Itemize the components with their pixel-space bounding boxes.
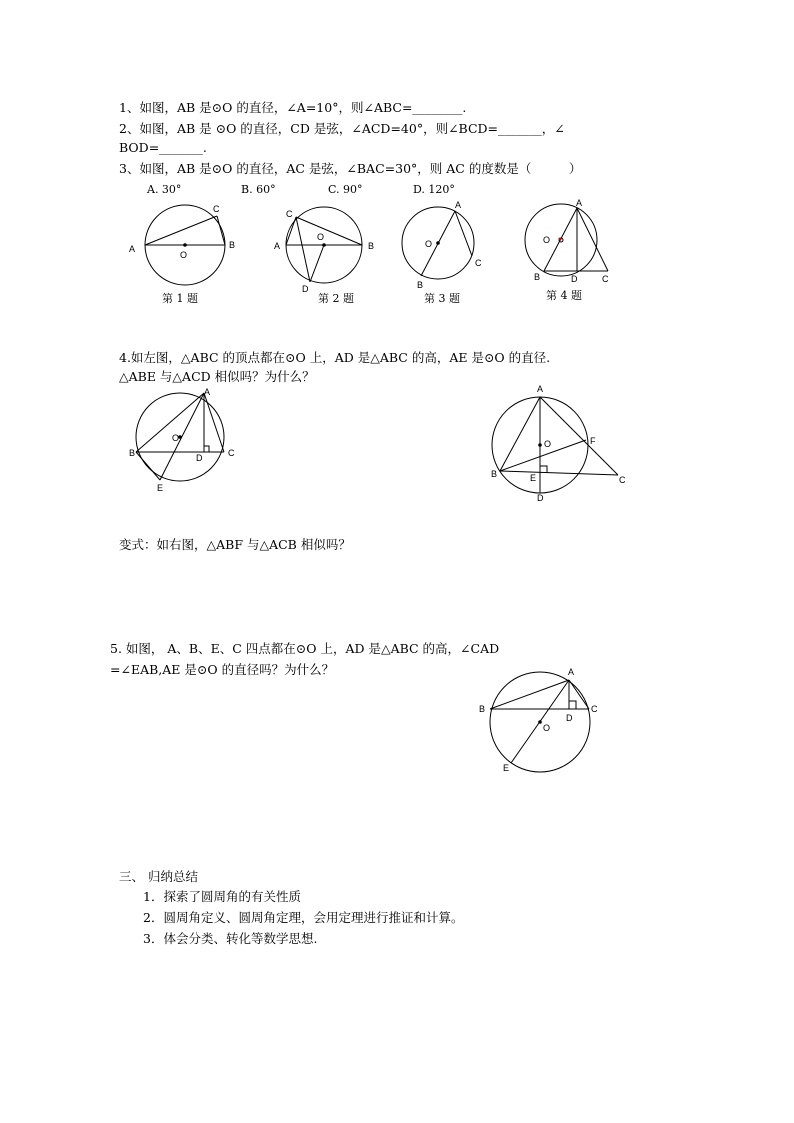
svg-text:O: O bbox=[172, 433, 180, 443]
question-5-line-1: 5. 如图， A、B、E、C 四点都在⊙O 上，AD 是△ABC 的高，∠CAD bbox=[110, 641, 500, 656]
option-a: A. 30° bbox=[147, 183, 182, 196]
variant-question: 变式：如右图，△ABF 与△ACB 相似吗？ bbox=[119, 537, 351, 552]
summary-item-2: 2．圆周角定义、圆周角定理，会用定理进行推证和计算。 bbox=[143, 910, 464, 925]
svg-text:E: E bbox=[503, 763, 510, 773]
svg-text:B: B bbox=[368, 241, 375, 251]
svg-text:O: O bbox=[543, 235, 551, 245]
svg-text:C: C bbox=[602, 274, 609, 284]
svg-text:C: C bbox=[475, 258, 482, 268]
svg-text:B: B bbox=[491, 469, 498, 479]
svg-text:D: D bbox=[196, 453, 203, 463]
caption-4: 第 4 题 bbox=[546, 289, 582, 302]
svg-text:A: A bbox=[568, 667, 575, 677]
svg-text:B: B bbox=[534, 272, 541, 282]
svg-text:C: C bbox=[286, 209, 293, 219]
question-1: 1、如图，AB 是⊙O 的直径，∠A=10°，则∠ABC=________. bbox=[119, 100, 467, 115]
option-b: B. 60° bbox=[241, 183, 276, 196]
svg-text:A: A bbox=[455, 200, 462, 210]
figure-q3 bbox=[395, 200, 495, 290]
svg-text:A: A bbox=[537, 384, 544, 394]
svg-text:O: O bbox=[543, 723, 551, 733]
svg-text:A: A bbox=[274, 241, 281, 251]
svg-text:O: O bbox=[425, 239, 433, 249]
figure-q4-left bbox=[125, 385, 250, 495]
figure-q4-small bbox=[520, 198, 620, 288]
svg-text:C: C bbox=[619, 475, 626, 485]
svg-text:O: O bbox=[317, 232, 325, 242]
svg-text:D: D bbox=[571, 274, 578, 284]
svg-text:D: D bbox=[566, 713, 573, 723]
figure-q2 bbox=[272, 200, 392, 295]
question-2-line-2: BOD=_______. bbox=[119, 140, 207, 155]
question-5-line-2: =∠EAB,AE 是⊙O 的直径吗？为什么？ bbox=[110, 662, 335, 677]
option-c: C. 90° bbox=[328, 183, 363, 196]
svg-text:O: O bbox=[180, 250, 188, 260]
svg-text:D: D bbox=[302, 284, 309, 294]
svg-text:A: A bbox=[129, 244, 136, 254]
summary-item-3: 3．体会分类、转化等数学思想. bbox=[143, 931, 318, 946]
caption-2: 第 2 题 bbox=[318, 292, 354, 305]
svg-text:C: C bbox=[213, 204, 220, 214]
figure-q1 bbox=[125, 200, 245, 290]
svg-text:O: O bbox=[544, 439, 552, 449]
svg-text:D: D bbox=[537, 493, 544, 503]
option-d: D. 120° bbox=[413, 183, 455, 196]
svg-text:A: A bbox=[204, 387, 211, 397]
svg-text:B: B bbox=[229, 240, 236, 250]
question-2-line-1: 2、如图，AB 是 ⊙O 的直径，CD 是弦，∠ACD=40°，则∠BCD=_______，∠ bbox=[119, 121, 565, 136]
svg-text:F: F bbox=[590, 436, 596, 446]
summary-title: 三、 归纳总结 bbox=[119, 869, 198, 884]
summary-item-1: 1．探索了圆周角的有关性质 bbox=[143, 889, 301, 904]
question-4-line-2: △ABE 与△ACD 相似吗？为什么？ bbox=[119, 369, 315, 384]
figure-q5 bbox=[475, 665, 610, 780]
svg-text:C: C bbox=[591, 704, 598, 714]
svg-text:A: A bbox=[576, 198, 583, 208]
svg-text:B: B bbox=[417, 280, 424, 290]
svg-text:E: E bbox=[157, 483, 164, 493]
caption-3: 第 3 题 bbox=[424, 292, 460, 305]
svg-text:C: C bbox=[228, 448, 235, 458]
svg-text:B: B bbox=[129, 448, 136, 458]
question-4-line-1: 4.如左图，△ABC 的顶点都在⊙O 上，AD 是△ABC 的高，AE 是⊙O 的直径. bbox=[119, 350, 551, 365]
svg-text:E: E bbox=[530, 473, 537, 483]
svg-text:B: B bbox=[479, 704, 486, 714]
question-3: 3、如图，AB 是⊙O 的直径，AC 是弦，∠BAC=30°，则 AC 的度数是（ ） bbox=[119, 161, 582, 176]
figure-q4-right bbox=[488, 380, 628, 505]
caption-1: 第 1 题 bbox=[162, 292, 198, 305]
